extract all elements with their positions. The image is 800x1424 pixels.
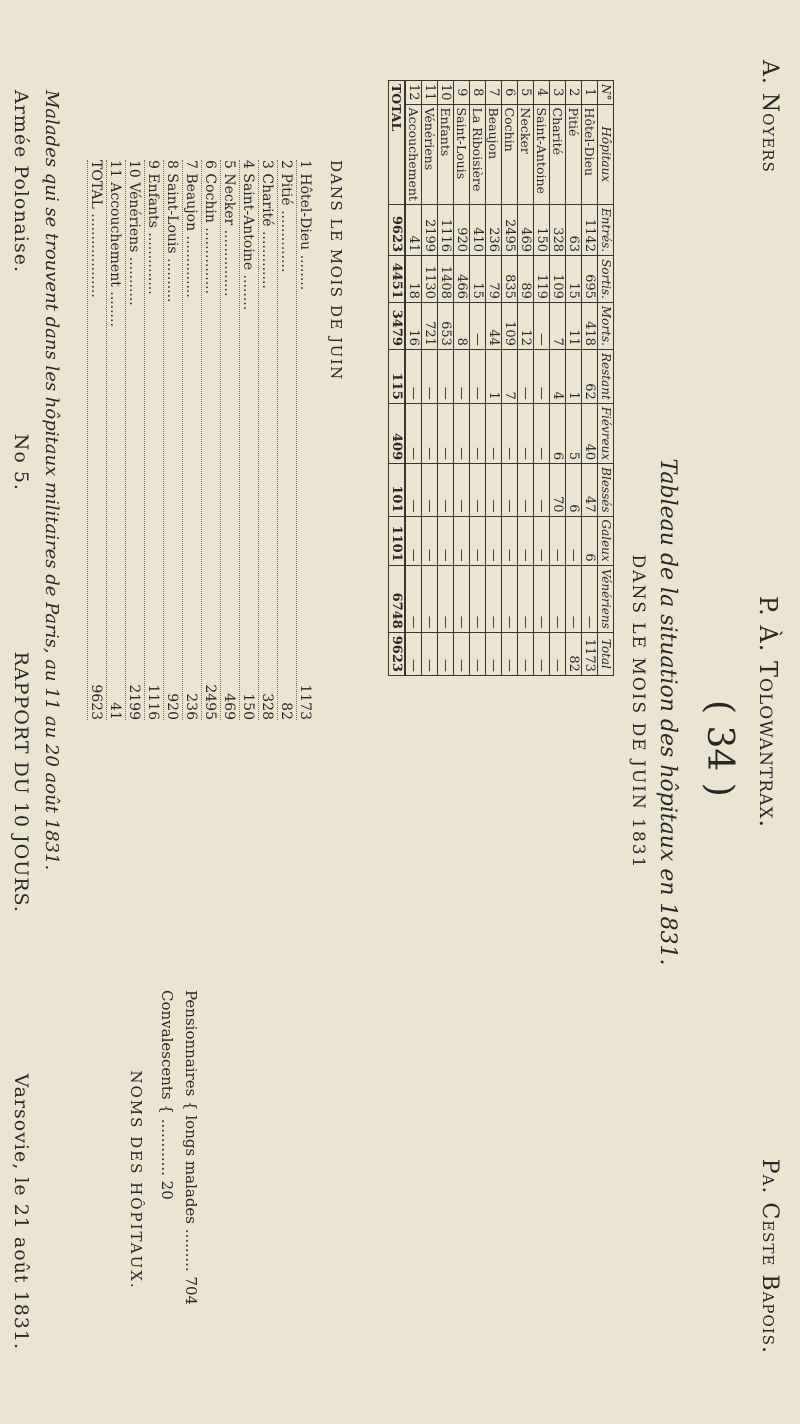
table-cell: —: [486, 632, 502, 675]
table-cell: —: [405, 403, 422, 463]
column-header: Entrés.: [598, 204, 614, 255]
row-number: 12: [405, 81, 422, 105]
table-cell: 11: [566, 302, 582, 349]
table-cell: —: [518, 632, 534, 675]
table-row: [582, 81, 598, 676]
total-cell: 101: [389, 464, 406, 516]
table-cell: 15: [470, 256, 486, 303]
table-cell: 109: [550, 256, 566, 303]
table-cell: —: [422, 349, 438, 403]
hospital-name: Cochin: [502, 104, 518, 204]
table-body: [389, 81, 598, 676]
list-item-label: 10 Vénériens ...........: [126, 160, 142, 306]
column-header: Total: [598, 632, 614, 675]
table-cell: 18: [405, 256, 422, 303]
table-cell: —: [518, 464, 534, 516]
table-cell: 695: [582, 256, 598, 303]
table-cell: —: [422, 565, 438, 632]
table-cell: 5: [566, 403, 582, 463]
table-cell: 2495: [502, 204, 518, 255]
table-cell: —: [422, 632, 438, 675]
list-item-label: 7 Beaujon ..............: [183, 160, 199, 298]
table-cell: 418: [582, 302, 598, 349]
list-item: [163, 160, 182, 720]
list-item-label: 3 Charité .............: [259, 160, 275, 289]
table-cell: 2199: [422, 204, 438, 255]
hospital-name: Saint-Louis: [454, 104, 470, 204]
table-cell: —: [518, 403, 534, 463]
list-item: [182, 160, 201, 720]
row-number: 6: [502, 81, 518, 105]
table-row: [486, 81, 502, 676]
table-cell: —: [454, 516, 470, 565]
table-cell: 1: [566, 349, 582, 403]
table-cell: 12: [518, 302, 534, 349]
list-item-label: TOTAL ...................: [88, 160, 104, 298]
table-cell: 469: [518, 204, 534, 255]
table-cell: 70: [550, 464, 566, 516]
total-row: [389, 81, 406, 676]
table-cell: —: [550, 632, 566, 675]
table-cell: —: [486, 464, 502, 516]
total-cell: 6748: [389, 565, 406, 632]
list-item-label: 6 Cochin ...............: [202, 160, 218, 295]
list-item: [220, 160, 239, 720]
list-item-label: 11 Accouchement ........: [107, 160, 123, 327]
table-cell: 1173: [582, 632, 598, 675]
footer-left: Armée Polonaise.: [10, 90, 32, 273]
total-cell: 9623: [389, 632, 406, 675]
table-cell: —: [438, 464, 454, 516]
header-center: P. À. Tolowantrax.: [754, 595, 782, 829]
table-cell: —: [470, 565, 486, 632]
table-cell: 150: [534, 204, 550, 255]
table-row: [454, 81, 470, 676]
column-header: Fiévreux: [598, 403, 614, 463]
row-number: 1: [582, 81, 598, 105]
list-item-value: 2199: [126, 684, 142, 720]
table-cell: —: [470, 403, 486, 463]
table-cell: 89: [518, 256, 534, 303]
table-cell: —: [518, 349, 534, 403]
list-item-value: 9623: [88, 684, 104, 720]
table-row: [518, 81, 534, 676]
table-cell: 109: [502, 302, 518, 349]
footer-number: No 5.: [10, 433, 32, 491]
total-cell: 3479: [389, 302, 406, 349]
total-cell: 4451: [389, 256, 406, 303]
list-item-label: 8 Saint-Louis ..........: [164, 160, 180, 303]
hospital-list: [87, 160, 315, 720]
table-cell: 16: [405, 302, 422, 349]
table-cell: 653: [438, 302, 454, 349]
list-item-value: 1116: [145, 684, 161, 720]
table-cell: —: [534, 302, 550, 349]
table-cell: 721: [422, 302, 438, 349]
table-cell: —: [534, 632, 550, 675]
hospital-name: Hôtel-Dieu: [582, 104, 598, 204]
table-cell: —: [405, 516, 422, 565]
section-title: DANS LE MOIS DE JUIN 1831: [628, 554, 648, 870]
total-cell: 409: [389, 403, 406, 463]
table-cell: 236: [486, 204, 502, 255]
table-cell: —: [438, 565, 454, 632]
list-item-value: 150: [240, 693, 256, 720]
table-cell: —: [422, 464, 438, 516]
table-cell: —: [438, 632, 454, 675]
row-number: 4: [534, 81, 550, 105]
row-number: 2: [566, 81, 582, 105]
table-cell: —: [470, 632, 486, 675]
table-cell: 466: [454, 256, 470, 303]
row-number: 3: [550, 81, 566, 105]
table-row: [422, 81, 438, 676]
hospital-statistics-table: [388, 80, 614, 676]
row-number: 10: [438, 81, 454, 105]
table-cell: —: [550, 565, 566, 632]
table-cell: —: [405, 632, 422, 675]
table-header-row: [598, 81, 614, 676]
table-cell: 328: [550, 204, 566, 255]
table-cell: 835: [502, 256, 518, 303]
table-cell: 62: [582, 349, 598, 403]
table-cell: —: [502, 516, 518, 565]
hospital-name: Enfants: [438, 104, 454, 204]
table-cell: —: [518, 516, 534, 565]
table-cell: —: [534, 565, 550, 632]
table-row: [534, 81, 550, 676]
footer-note: Malades qui se trouvent dans les hôpitaux militaires de Paris, au 11 au 20 août 1831.: [41, 90, 62, 871]
dans-label: DANS LE MOIS DE JUIN: [327, 160, 345, 381]
column-header: Galeux: [598, 516, 614, 565]
top-note: [152, 990, 200, 1370]
total-cell: 115: [389, 349, 406, 403]
header-left: A. Noyers: [757, 60, 782, 173]
table-cell: —: [582, 565, 598, 632]
column-header: Restant: [598, 349, 614, 403]
list-item-label: 9 Enfants ..............: [145, 160, 161, 295]
list-item-label: 2 Pitié ..............: [278, 160, 294, 273]
running-title: Tableau de la situation des hôpitaux en 1831.: [655, 458, 680, 966]
table-cell: 1130: [422, 256, 438, 303]
column-header: N°: [598, 81, 614, 105]
list-item: [144, 160, 163, 720]
table-row: [502, 81, 518, 676]
table-row: [470, 81, 486, 676]
table-cell: 4: [550, 349, 566, 403]
list-item: [106, 160, 125, 720]
table-cell: 920: [454, 204, 470, 255]
table-cell: —: [470, 516, 486, 565]
hospital-name: Charité: [550, 104, 566, 204]
table-cell: 47: [582, 464, 598, 516]
hospital-name: Pitié: [566, 104, 582, 204]
total-cell: 9623: [389, 204, 406, 255]
list-item-value: 920: [164, 693, 180, 720]
table-cell: 1408: [438, 256, 454, 303]
table-cell: 15: [566, 256, 582, 303]
hospital-name: Accouchement: [405, 104, 422, 204]
hospital-name: La Riboisière: [470, 104, 486, 204]
list-item: [258, 160, 277, 720]
list-item-label: 5 Necker ...............: [221, 160, 237, 297]
list-item-value: 236: [183, 693, 199, 720]
table-cell: —: [422, 403, 438, 463]
top-note-line: Convalescents { ............ 20: [158, 990, 176, 1200]
table-cell: 119: [534, 256, 550, 303]
list-item: [277, 160, 296, 720]
table-cell: —: [405, 349, 422, 403]
table-cell: —: [566, 565, 582, 632]
list-item-value: 328: [259, 693, 275, 720]
table-cell: 44: [486, 302, 502, 349]
column-header: Vénériens: [598, 565, 614, 632]
table-cell: 6: [566, 464, 582, 516]
table-cell: —: [486, 516, 502, 565]
table-cell: 1116: [438, 204, 454, 255]
table-cell: —: [438, 349, 454, 403]
table-row: [550, 81, 566, 676]
list-item-value: 2495: [202, 684, 218, 720]
list-item: [87, 160, 106, 720]
table-cell: —: [470, 464, 486, 516]
table-cell: —: [438, 516, 454, 565]
footer: [10, 90, 32, 1350]
table-cell: —: [518, 565, 534, 632]
table-cell: 6: [582, 516, 598, 565]
table-cell: —: [502, 632, 518, 675]
table-cell: 1: [486, 349, 502, 403]
table-cell: 41: [405, 204, 422, 255]
row-number: 8: [470, 81, 486, 105]
table-cell: 1142: [582, 204, 598, 255]
table-cell: 79: [486, 256, 502, 303]
list-item: [201, 160, 220, 720]
column-header: Sortis.: [598, 256, 614, 303]
footer-center: RAPPORT DU 10 JOURS.: [10, 651, 32, 913]
column-header: Blessés: [598, 464, 614, 516]
table-cell: —: [534, 516, 550, 565]
footer-right: Varsovie, le 21 août 1831.: [10, 1073, 32, 1350]
table-cell: —: [502, 464, 518, 516]
table-cell: 7: [502, 349, 518, 403]
table-cell: —: [454, 403, 470, 463]
table-row: [566, 81, 582, 676]
table-cell: 6: [550, 403, 566, 463]
hospital-name: Beaujon: [486, 104, 502, 204]
table-cell: 40: [582, 403, 598, 463]
hospital-names-title: NOMS DES HÔPITAUX.: [127, 1070, 145, 1290]
table-cell: 82: [566, 632, 582, 675]
list-item-value: 469: [221, 693, 237, 720]
table-cell: —: [534, 464, 550, 516]
table-cell: —: [470, 302, 486, 349]
list-item-value: 82: [278, 702, 294, 720]
table-cell: —: [405, 464, 422, 516]
list-item: [296, 160, 315, 720]
hospital-name: Necker: [518, 104, 534, 204]
row-number: 9: [454, 81, 470, 105]
list-item-value: 1173: [297, 684, 313, 720]
row-number: 7: [486, 81, 502, 105]
table-cell: —: [502, 403, 518, 463]
hospital-name: Vénériens: [422, 104, 438, 204]
column-header: Morts.: [598, 302, 614, 349]
row-number: 5: [518, 81, 534, 105]
folio: ( 34 ): [699, 700, 740, 797]
table-cell: —: [454, 565, 470, 632]
hospital-name: Saint-Antoine: [534, 104, 550, 204]
list-item-label: 1 Hôtel-Dieu ........: [297, 160, 313, 291]
table-row: [405, 81, 422, 676]
table-cell: —: [502, 565, 518, 632]
header-right: Pa. Ceste Bapois.: [757, 1158, 782, 1354]
table-cell: —: [454, 464, 470, 516]
table-row: [438, 81, 454, 676]
list-item-label: 4 Saint-Antoine ........: [240, 160, 256, 311]
table-cell: —: [486, 565, 502, 632]
list-item: [125, 160, 144, 720]
top-note-line: Pensionnaires { longs malades ......... 704: [182, 990, 200, 1306]
table-cell: 8: [454, 302, 470, 349]
table-cell: —: [470, 349, 486, 403]
table-cell: —: [550, 516, 566, 565]
table-cell: —: [438, 403, 454, 463]
list-item-value: 41: [107, 702, 123, 720]
column-header: Hôpitaux: [598, 104, 614, 204]
table-cell: —: [422, 516, 438, 565]
table-cell: —: [454, 632, 470, 675]
row-number: 11: [422, 81, 438, 105]
table-cell: 63: [566, 204, 582, 255]
table-cell: 410: [470, 204, 486, 255]
total-cell: 1101: [389, 516, 406, 565]
table-cell: —: [454, 349, 470, 403]
table-cell: —: [405, 565, 422, 632]
table-cell: —: [534, 349, 550, 403]
table-cell: —: [534, 403, 550, 463]
total-label: TOTAL: [389, 81, 406, 205]
table-cell: —: [486, 403, 502, 463]
list-item: [239, 160, 258, 720]
table-cell: —: [566, 516, 582, 565]
table-cell: 7: [550, 302, 566, 349]
